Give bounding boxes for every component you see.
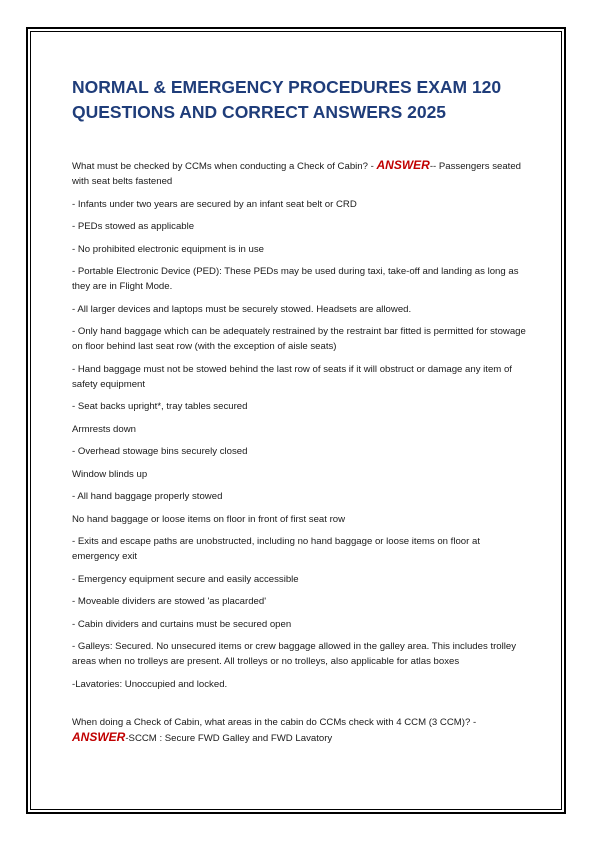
document-title: NORMAL & EMERGENCY PROCEDURES EXAM 120 QUESTIONS AND CORRECT ANSWERS 2025 xyxy=(72,77,502,122)
list-item: - Hand baggage must not be stowed behind the last row of seats if it will obstruct or damage any item of safety equipment xyxy=(72,363,512,390)
question-1 xyxy=(72,158,527,189)
list-item: Armrests down xyxy=(72,423,136,435)
list-item: - Portable Electronic Device (PED): These PEDs may be used during taxi, take-off and landing as long as they are in Flight Mode. xyxy=(72,266,519,292)
answer-2-label: ANSWER xyxy=(72,730,126,744)
list-item: -Lavatories: Unoccupied and locked. xyxy=(72,678,228,690)
list-item: Window blinds up xyxy=(72,468,148,480)
list-item: - Cabin dividers and curtains must be secured open xyxy=(72,618,292,630)
list-item: - All hand baggage properly stowed xyxy=(72,491,223,502)
document-body xyxy=(72,158,527,754)
list-item: - All larger devices and laptops must be securely stowed. Headsets are allowed. xyxy=(72,303,412,315)
answer-2-text: -SCCM : Secure FWD Galley and FWD Lavatory xyxy=(125,733,333,744)
list-item: - Exits and escape paths are unobstructed, including no hand baggage or loose items on floor at emergency exit xyxy=(72,536,480,562)
list-item: - Seat backs upright*, tray tables secured xyxy=(72,401,248,412)
list-item: - Infants under two years are secured by an infant seat belt or CRD xyxy=(72,198,357,210)
list-item: - No prohibited electronic equipment is in use xyxy=(72,243,264,255)
answer-1-text: -- Passengers seated with seat belts fastened xyxy=(72,161,522,187)
question-2 xyxy=(72,715,527,746)
question-2-text: When doing a Check of Cabin, what areas in the cabin do CCMs check with 4 CCM (3 CCM)? - xyxy=(72,717,477,728)
list-item: - Emergency equipment secure and easily accessible xyxy=(72,573,299,585)
list-item: - Overhead stowage bins securely closed xyxy=(72,446,248,457)
question-1-text: What must be checked by CCMs when conducting a Check of Cabin? - xyxy=(72,161,377,172)
section-gap xyxy=(72,699,527,715)
list-item: - Moveable dividers are stowed 'as placarded' xyxy=(72,596,267,607)
answer-1-label: ANSWER xyxy=(376,158,430,172)
list-item: No hand baggage or loose items on floor in front of first seat row xyxy=(72,513,346,525)
list-item: - Only hand baggage which can be adequately restrained by the restraint bar fitted is permitted for stowage on floor behind last seat row (with the exception of aisle seats) xyxy=(72,326,526,352)
list-item: - PEDs stowed as applicable xyxy=(72,221,195,232)
list-item: - Galleys: Secured. No unsecured items or crew baggage allowed in the galley area. This includes trolley areas when no trolleys are present. All trolleys or no trolleys, also applicable for atlas boxes xyxy=(72,641,517,667)
